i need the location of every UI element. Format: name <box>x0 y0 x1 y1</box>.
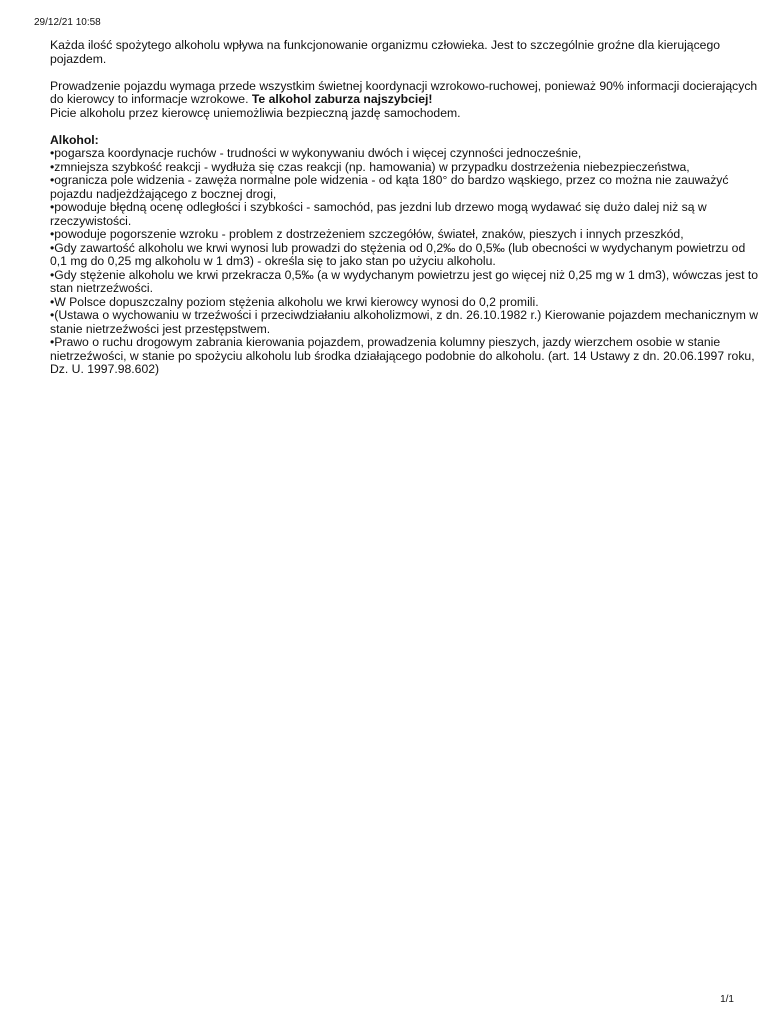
paragraph-gap <box>50 120 760 134</box>
alkohol-heading: Alkohol: <box>50 132 99 147</box>
intro-paragraph-1: Każda ilość spożytego alkoholu wpływa na funkcjonowanie organizmu człowieka. Jest to szczególnie groźne dla kierującego pojazdem. <box>50 38 721 66</box>
paragraph-gap <box>50 66 760 80</box>
list-item: •W Polsce dopuszczalny poziom stężenia alkoholu we krwi kierowcy wynosi do 0,2 promili. <box>50 294 539 309</box>
print-timestamp: 29/12/21 10:58 <box>34 17 101 28</box>
list-item: •powoduje pogorszenie wzroku - problem z dostrzeżeniem szczegółów, świateł, znaków, pieszych i innych przeszkód, <box>50 227 684 241</box>
page-number: 1/1 <box>720 994 734 1005</box>
document-body <box>50 39 760 377</box>
intro-paragraph-3: Picie alkoholu przez kierowcę uniemożliwia bezpieczną jazdę samochodem. <box>50 105 461 120</box>
list-item: •(Ustawa o wychowaniu w trzeźwości i przeciwdziałaniu alkoholizmowi, z dn. 26.10.1982 r.) Kierowanie pojazdem mechanicznym w stanie nietrzeźwości jest przestępstwem. <box>50 308 759 336</box>
list-item: •zmniejsza szybkość reakcji - wydłuża się czas reakcji (np. hamowania) w przypadku dostrzeżenia niebezpieczeństwa, <box>50 159 690 174</box>
list-item: •Prawo o ruchu drogowym zabrania kierowania pojazdem, prowadzenia kolumny pieszych, jazdy wierzchem osobie w stanie nietrzeźwości, w stanie po spożyciu alkoholu lub środka działającego podobnie do alkoholu. (art. 14 Ustawy z dn. 20.06.1997 roku, Dz. U. 1997.98.602) <box>50 335 755 376</box>
list-item: •Gdy stężenie alkoholu we krwi przekracza 0,5‰ (a w wydychanym powietrzu jest go więcej niż 0,25 mg w 1 dm3), wówczas jest to stan nietrzeźwości. <box>50 267 759 295</box>
intro-paragraph-2 <box>50 80 760 107</box>
list-item: •Gdy zawartość alkoholu we krwi wynosi lub prowadzi do stężenia od 0,2‰ do 0,5‰ (lub obecności w wydychanym powietrzu od 0,1 mg do 0,25 mg alkoholu w 1 dm3) - określa się to jako stan po użyciu alkoholu. <box>50 240 746 268</box>
intro-paragraph-2-text: Prowadzenie pojazdu wymaga przede wszystkim świetnej koordynacji wzrokowo-ruchowej, ponieważ 90% informacji docierających do kierowcy to informacje wzrokowe. <box>50 78 758 106</box>
intro-paragraph-2-bold: Te alkohol zaburza najszybciej! <box>251 92 433 106</box>
alkohol-effects-list <box>50 147 760 377</box>
list-item: •powoduje błędną ocenę odległości i szybkości - samochód, pas jezdni lub drzewo mogą wydawać się dużo dalej niż są w rzeczywistości. <box>50 200 707 228</box>
list-item: •ogranicza pole widzenia - zawęża normalne pole widzenia - od kąta 180° do bardzo wąskiego, przez co można nie zauważyć pojazdu nadjeżdżającego z bocznej drogi, <box>50 173 729 201</box>
list-item: •pogarsza koordynacje ruchów - trudności w wykonywaniu dwóch i więcej czynności jednocześnie, <box>50 146 582 160</box>
